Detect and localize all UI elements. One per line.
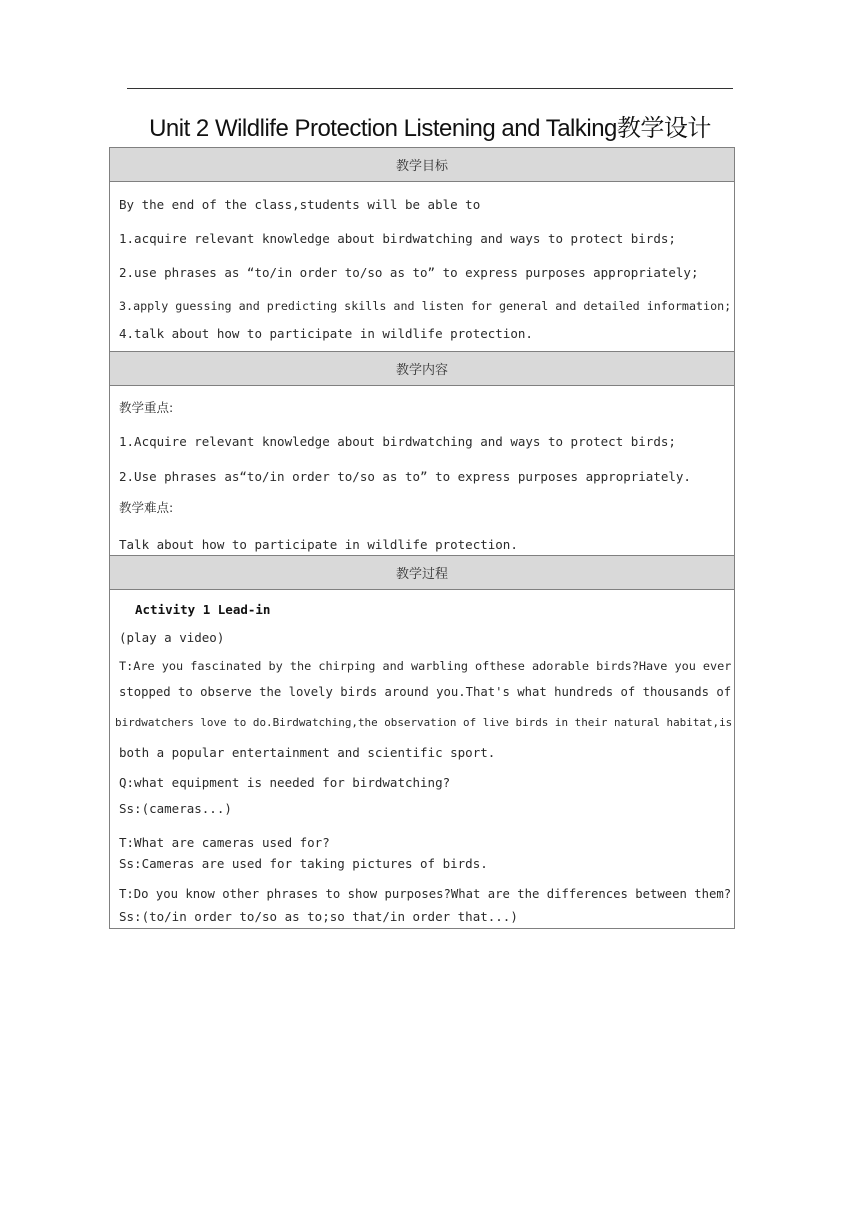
key-point: 1.Acquire relevant knowledge about birdwatching and ways to protect birds; (119, 434, 676, 449)
document-title: Unit 2 Wildlife Protection Listening and Talking教学设计 (149, 115, 711, 142)
header-rule (127, 88, 733, 89)
process-line: stopped to observe the lovely birds around you.That's what hundreds of thousands of (119, 685, 732, 699)
content-section (110, 386, 734, 556)
objectives-section (110, 182, 734, 352)
activity-title: Activity 1 Lead-in (135, 602, 271, 617)
lesson-plan-table (109, 147, 735, 929)
process-line: Ss:Cameras are used for taking pictures of birds. (119, 856, 488, 871)
objectives-header: 教学目标 (110, 148, 734, 182)
process-line: Ss:(to/in order to/so as to;so that/in order that...) (119, 909, 518, 924)
process-line: Q:what equipment is needed for birdwatching? (119, 775, 451, 790)
difficult-point: Talk about how to participate in wildlife protection. (119, 537, 518, 552)
objective-intro: By the end of the class,students will be able to (119, 197, 481, 212)
objective-line: 1.acquire relevant knowledge about birdwatching and ways to protect birds; (119, 231, 676, 246)
process-line: T:Do you know other phrases to show purposes?What are the differences between them? (119, 887, 732, 901)
process-header: 教学过程 (110, 556, 734, 590)
difficult-points-label: 教学难点: (119, 500, 174, 515)
objective-line: 2.use phrases as “to/in order to/so as to” to express purposes appropriately; (119, 265, 699, 280)
key-point: 2.Use phrases as“to/in order to/so as to” to express purposes appropriately. (119, 469, 691, 484)
objective-line: 4.talk about how to participate in wildlife protection. (119, 326, 533, 341)
key-points-label: 教学重点: (119, 400, 174, 415)
content-header: 教学内容 (110, 352, 734, 386)
process-line: (play a video) (119, 630, 225, 645)
process-line: T:What are cameras used for? (119, 835, 330, 850)
process-line: birdwatchers love to do.Birdwatching,the observation of live birds in their natural habitat,is (115, 716, 733, 729)
process-line: both a popular entertainment and scientific sport. (119, 745, 496, 760)
process-section (110, 590, 734, 928)
objective-line: 3.apply guessing and predicting skills and listen for general and detailed information; (119, 299, 732, 313)
process-line: T:Are you fascinated by the chirping and warbling ofthese adorable birds?Have you ever (119, 659, 732, 673)
process-line: Ss:(cameras...) (119, 801, 232, 816)
